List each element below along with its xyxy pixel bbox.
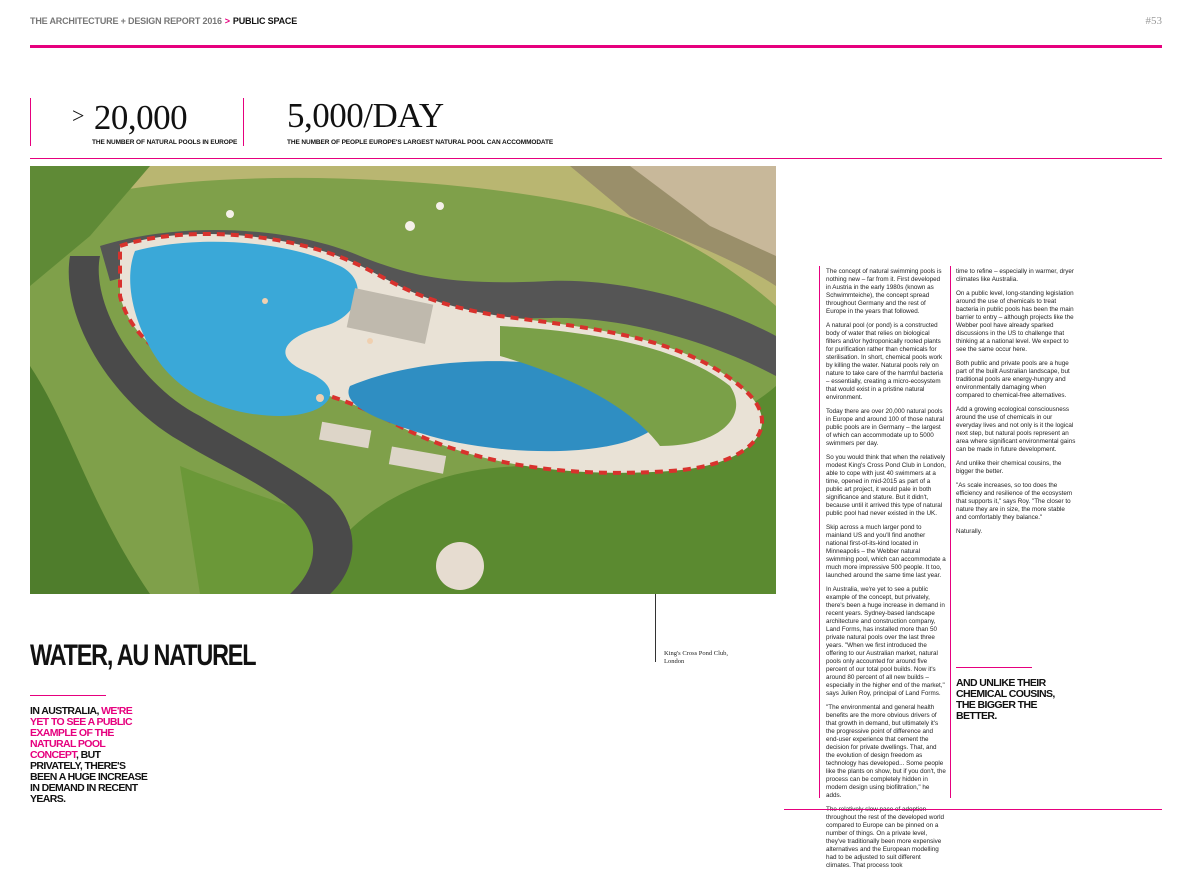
- report-title: THE ARCHITECTURE + DESIGN REPORT 2016: [30, 16, 222, 26]
- stat-value: [287, 98, 444, 134]
- pullquote-right: AND UNLIKE THEIR CHEMICAL COUSINS, THE BIGGER THE BETTER.: [956, 677, 1055, 722]
- pullquote-text: IN AUSTRALIA,: [30, 705, 102, 717]
- pullquote-left: [30, 706, 148, 805]
- stat-divider: [243, 98, 244, 146]
- column-rule: [819, 266, 820, 798]
- page-header: [30, 16, 1162, 30]
- article-headline: WATER, AU NATUREL: [30, 639, 256, 672]
- pullquote-text: , BUT PRIVATELY, THERE'S BEEN A HUGE INCREASE IN DEMAND IN RECENT YEARS.: [30, 749, 148, 805]
- body-paragraph: time to refine – especially in warmer, dryer climates like Australia.: [956, 268, 1074, 283]
- footer-rule: [784, 809, 1162, 810]
- stat-label: THE NUMBER OF NATURAL POOLS IN EUROPE: [92, 139, 238, 146]
- photo-caption: King's Cross Pond Club, London: [664, 650, 729, 665]
- body-paragraph: So you would think that when the relatively modest King's Cross Pond Club in London, able to cope with just 40 swimmers at a time, opened in mid-2015 as part of a public art project, it would pale in both significance and stature. But it didn't, because until it arrived this type of natural public pool had never existed in the UK.: [826, 454, 946, 517]
- header-rule: [30, 45, 1162, 48]
- body-paragraph: Skip across a much larger pond to mainland US and you'll find another national first-of-its-kind located in Minneapolis – the Webber natural swimming pool, which can accommodate a much more impressive 500 people. It too, launched around the same time last year.: [826, 524, 946, 579]
- page-number: #53: [1145, 15, 1162, 27]
- body-paragraph: Add a growing ecological consciousness around the use of chemicals in our everyday lives and not only is it the logical next step, but natural pools represent an area where significant environmental gains can be made in future development.: [956, 406, 1076, 453]
- section-title: PUBLIC SPACE: [232, 16, 298, 26]
- stat-number: 20,000: [93, 98, 188, 137]
- pullquote-rule: [30, 695, 106, 696]
- body-paragraph: A natural pool (or pond) is a constructed body of water that relies on biological filters and/or hydroponically rooted plants for purification rather than chemicals for sterilisation. In short, chemical pools work by killing the water. Natural pools rely on nature to take care of the harmful bacteria – essentially, creating a micro-ecosystem that would exist in a pristine natural environment.: [826, 322, 943, 401]
- body-paragraph: In Australia, we're yet to see a public example of the concept, but privately, there's been a huge increase in demand in recent years. Sydney-based landscape architecture and construction company, Land Forms, has installed more than 50 private natural pools over the last three years. "When we first introduced the offering to our Australian market, natural pools only accounted for around five percent of our total pool builds. Now it's around 80 percent of all new builds – especially in the higher end of the market," says Julien Roy, principal of Land Forms.: [826, 586, 945, 697]
- body-paragraph: And unlike their chemical cousins, the bigger the better.: [956, 460, 1062, 475]
- stats-rule: [30, 158, 1162, 159]
- pool-illustration: [30, 166, 776, 594]
- caption-leader-line: [655, 594, 656, 662]
- stat-divider: [30, 98, 31, 146]
- body-paragraph: Naturally.: [956, 528, 983, 535]
- body-paragraph: The concept of natural swimming pools is nothing new – far from it. First developed in Austria in the early 1980s (known as Schwimmteiche), the concept spread throughout Germany and the rest of Europe in the years that followed.: [826, 268, 942, 315]
- body-paragraph: "As scale increases, so too does the efficiency and resilience of the ecosystem that supports it," says Roy. "The closer to nature they are in size, the more stable and comfortably they balance.": [956, 482, 1073, 521]
- breadcrumb-separator: >: [224, 16, 230, 26]
- column-rule: [950, 266, 951, 798]
- stat-label: THE NUMBER OF PEOPLE EUROPE'S LARGEST NATURAL POOL CAN ACCOMMODATE: [287, 139, 554, 146]
- pullquote-highlight: WE'RE YET TO SEE A PUBLIC EXAMPLE OF THE NATURAL POOL CONCEPT: [30, 705, 133, 761]
- body-paragraph: On a public level, long-standing legislation around the use of chemicals to treat bacteria in public pools has been the main barrier to entry – although projects like the Webber pool have already sparked discussions in the US to challenge that thinking at a national level. We expect to see the same occur here.: [956, 290, 1074, 353]
- body-paragraph: "The environmental and general health benefits are the more obvious drivers of that growth in demand, but ultimately it's the progressive point of difference and end-user experience that cement the decision for private dwellings. That, and the evolution of design freedom as technology has developed... Some people like the plants on show, but if you don't, the process can be completely hidden in modern design using biofiltration," he adds.: [826, 704, 946, 799]
- stat-prefix: >: [72, 103, 84, 128]
- body-paragraph: Both public and private pools are a huge part of the built Australian landscape, but traditional pools are energy-hungry and environmentally damaging when compared to chemical-free alternatives.: [956, 360, 1070, 399]
- body-column-2: [956, 268, 1076, 542]
- body-paragraph: throughout the rest of the developed world compared to Europe can be pinned on a number of things. On a private level, they've traditionally been more expensive alternatives and the European modelling had to be adjusted to suit different climates. That process took: [826, 814, 944, 869]
- hero-photo: [30, 166, 776, 594]
- running-head: [30, 16, 297, 26]
- stat-value: [72, 98, 187, 136]
- body-paragraph: Today there are over 20,000 natural pools in Europe and around 100 of those natural public pools are in Germany – the largest of which can accommodate up to 5000 swimmers per day.: [826, 408, 944, 447]
- stat-number: 5,000/DAY: [287, 96, 444, 135]
- pullquote-rule: [956, 667, 1032, 668]
- body-column-1: [826, 268, 946, 876]
